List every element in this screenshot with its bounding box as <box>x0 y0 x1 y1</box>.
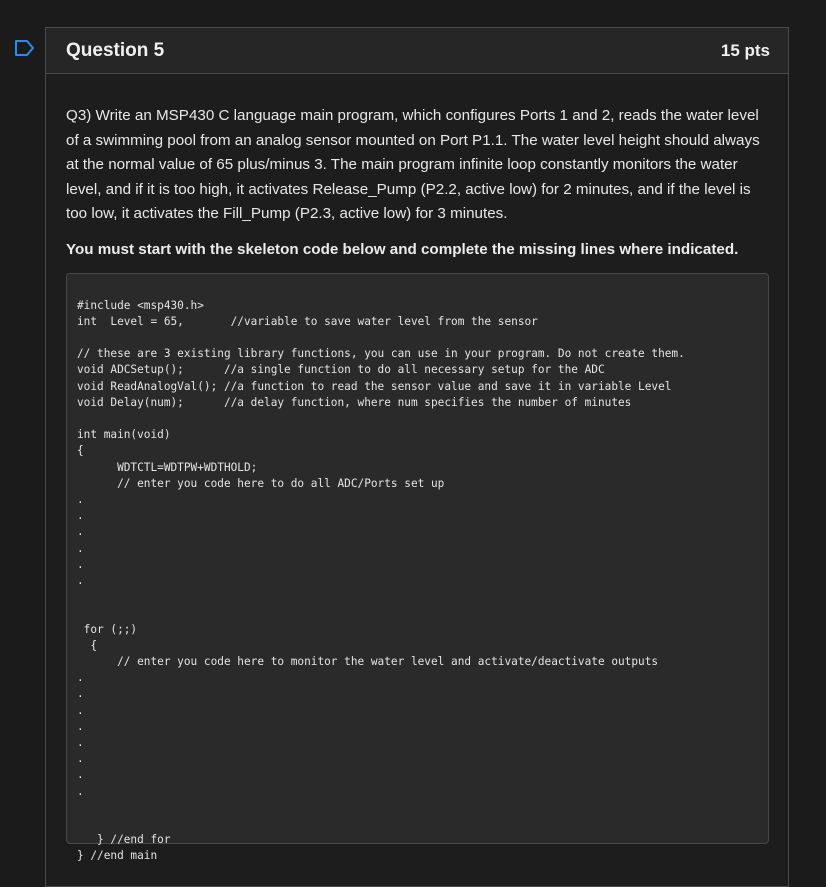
code-line: void ReadAnalogVal(); //a function to read the sensor value and save it in variable Level <box>77 379 672 393</box>
code-line: // enter you code here to do all ADC/Ports set up <box>77 476 445 490</box>
code-line <box>77 411 758 427</box>
question-body <box>46 74 788 863</box>
code-line: WDTCTL=WDTPW+WDTHOLD; <box>77 460 258 474</box>
code-line: . <box>77 509 84 523</box>
question-header <box>46 28 788 74</box>
code-line: . <box>77 703 84 717</box>
code-line: } //end for <box>77 833 171 847</box>
code-line: . <box>77 687 84 701</box>
code-line: int Level = 65, //variable to save water level from the sensor <box>77 314 538 328</box>
code-line <box>77 589 758 605</box>
code-line: . <box>77 768 84 782</box>
code-line: { <box>77 638 98 652</box>
code-line: void Delay(num); //a delay function, where num specifies the number of minutes <box>77 395 632 409</box>
code-line: // these are 3 existing library functions, you can use in your program. Do not create them. <box>77 347 685 361</box>
question-title: Question 5 <box>66 39 165 61</box>
question-instruction: You must start with the skeleton code below and complete the missing lines where indicated. <box>66 240 739 258</box>
code-line: . <box>77 541 84 555</box>
question-card <box>45 27 789 887</box>
code-line: . <box>77 735 84 749</box>
code-line: . <box>77 752 84 766</box>
code-line: } //end main <box>77 849 158 863</box>
code-line: { <box>77 444 84 458</box>
code-line <box>77 800 758 816</box>
code-line: int main(void) <box>77 428 171 442</box>
code-line <box>77 816 758 832</box>
code-line: . <box>77 719 84 733</box>
code-line: // enter you code here to monitor the water level and activate/deactivate outputs <box>77 654 659 668</box>
code-line: . <box>77 492 84 506</box>
code-line: #include <msp430.h> <box>77 298 204 312</box>
code-line: . <box>77 525 84 539</box>
code-line: void ADCSetup(); //a single function to do all necessary setup for the ADC <box>77 363 605 377</box>
code-block <box>66 273 769 863</box>
code-line: . <box>77 671 84 685</box>
code-line <box>77 605 758 621</box>
code-line <box>77 330 758 346</box>
skeleton-code <box>77 298 758 865</box>
code-line: . <box>77 573 84 587</box>
code-line: for (;;) <box>77 622 138 636</box>
code-line: . <box>77 784 84 798</box>
question-points: 15 pts <box>720 40 770 60</box>
question-prompt: Q3) Write an MSP430 C language main program, which configures Ports 1 and 2, reads the water level of a swimming pool from an analog sensor mounted on Port P1.1. The water level height should always at the normal value of 65 plus/minus 3. The main program infinite loop constantly monitors the water level, and if it is too high, it activates Release_Pump (P2.2, active low) for 2 minutes, and if the level is too low, it activates the Fill_Pump (P2.3, active low) for 3 minutes. <box>66 107 760 222</box>
bookmark-flag-icon[interactable] <box>14 39 36 57</box>
code-line: . <box>77 557 84 571</box>
